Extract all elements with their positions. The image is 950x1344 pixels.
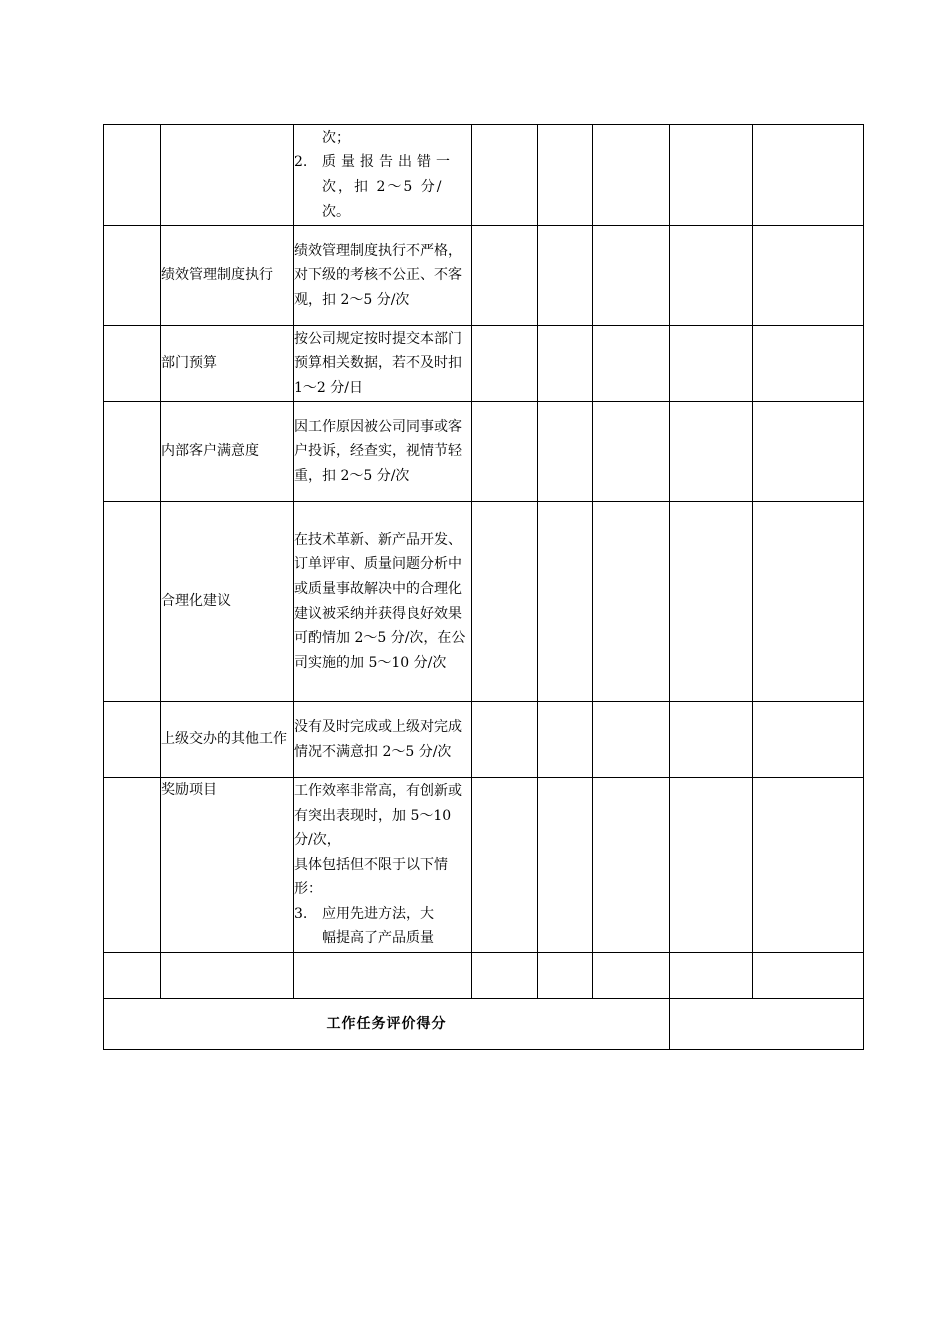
criterion-cell — [161, 953, 294, 999]
evaluation-table — [103, 124, 864, 1050]
score-cell — [593, 402, 670, 502]
description-cell — [294, 125, 472, 226]
score-cell — [538, 502, 593, 702]
score-cell — [538, 953, 593, 999]
index-cell — [104, 402, 161, 502]
score-cell — [593, 778, 670, 953]
score-cell — [538, 702, 593, 778]
score-cell — [472, 125, 538, 226]
table-row — [104, 226, 864, 326]
table-row — [104, 702, 864, 778]
description-cell: 没有及时完成或上级对完成情况不满意扣 2～5 分/次 — [294, 702, 472, 778]
numbered-item — [294, 902, 471, 927]
description-cell: 绩效管理制度执行不严格，对下级的考核不公正、不客观，扣 2～5 分/次 — [294, 226, 472, 326]
description-paragraph: 工作效率非常高，有创新或有突出表现时，加 5～10 分/次， — [294, 782, 462, 849]
item-number: 3. — [294, 905, 308, 922]
score-cell — [538, 226, 593, 326]
score-cell — [753, 125, 864, 226]
score-cell — [753, 326, 864, 402]
score-cell — [670, 953, 753, 999]
table-row — [104, 778, 864, 953]
description-line: 次，扣 2～5 分/ — [322, 179, 444, 195]
description-line: 幅提高了产品质量 — [322, 930, 434, 947]
score-cell — [593, 125, 670, 226]
description-line: 质量报告出错一 — [322, 154, 455, 171]
description-cell: 按公司规定按时提交本部门预算相关数据，若不及时扣 1～2 分/日 — [294, 326, 472, 402]
index-cell — [104, 702, 161, 778]
score-cell — [753, 953, 864, 999]
score-cell — [538, 125, 593, 226]
score-cell — [593, 226, 670, 326]
score-cell — [670, 778, 753, 953]
score-cell — [593, 702, 670, 778]
total-row — [104, 999, 864, 1050]
index-cell — [104, 953, 161, 999]
score-cell — [753, 402, 864, 502]
score-cell — [753, 702, 864, 778]
criterion-cell: 绩效管理制度执行 — [161, 226, 294, 326]
total-score-cell — [670, 999, 864, 1050]
table-row — [104, 502, 864, 702]
criterion-cell: 合理化建议 — [161, 502, 294, 702]
table-row — [104, 326, 864, 402]
score-cell — [472, 953, 538, 999]
table-row — [104, 953, 864, 999]
description-line: 应用先进方法，大 — [322, 905, 434, 922]
criterion-cell: 奖励项目 — [161, 778, 294, 953]
index-cell — [104, 502, 161, 702]
index-cell — [104, 125, 161, 226]
description-paragraph: 具体包括但不限于以下情形： — [294, 856, 448, 898]
score-cell — [472, 702, 538, 778]
description-cell — [294, 778, 472, 953]
score-cell — [753, 778, 864, 953]
score-cell — [670, 502, 753, 702]
score-cell — [670, 226, 753, 326]
score-cell — [753, 226, 864, 326]
total-score-label: 工作任务评价得分 — [104, 999, 670, 1050]
description-line: 次； — [322, 129, 350, 146]
index-cell — [104, 326, 161, 402]
score-cell — [472, 778, 538, 953]
score-cell — [670, 326, 753, 402]
criterion-cell — [161, 125, 294, 226]
score-cell — [472, 402, 538, 502]
score-cell — [472, 226, 538, 326]
index-cell — [104, 778, 161, 953]
description-cell — [294, 953, 472, 999]
score-cell — [670, 702, 753, 778]
description-cell: 在技术革新、新产品开发、订单评审、质量问题分析中或质量事故解决中的合理化建议被采纳并获得良好效果可酌情加 2～5 分/次，在公司实施的加 5～10 分/次 — [294, 502, 472, 702]
score-cell — [538, 402, 593, 502]
score-cell — [593, 502, 670, 702]
numbered-item — [294, 150, 471, 175]
score-cell — [538, 326, 593, 402]
score-cell — [593, 953, 670, 999]
criterion-cell: 上级交办的其他工作 — [161, 702, 294, 778]
score-cell — [593, 326, 670, 402]
description-cell: 因工作原因被公司同事或客户投诉，经查实，视情节轻重，扣 2～5 分/次 — [294, 402, 472, 502]
score-cell — [753, 502, 864, 702]
score-cell — [472, 326, 538, 402]
criterion-cell: 部门预算 — [161, 326, 294, 402]
description-line: 次。 — [322, 203, 350, 220]
score-cell — [670, 125, 753, 226]
criterion-cell: 内部客户满意度 — [161, 402, 294, 502]
score-cell — [472, 502, 538, 702]
table-row — [104, 402, 864, 502]
item-number: 2. — [294, 154, 308, 171]
score-cell — [670, 402, 753, 502]
index-cell — [104, 226, 161, 326]
table-row — [104, 125, 864, 226]
score-cell — [538, 778, 593, 953]
